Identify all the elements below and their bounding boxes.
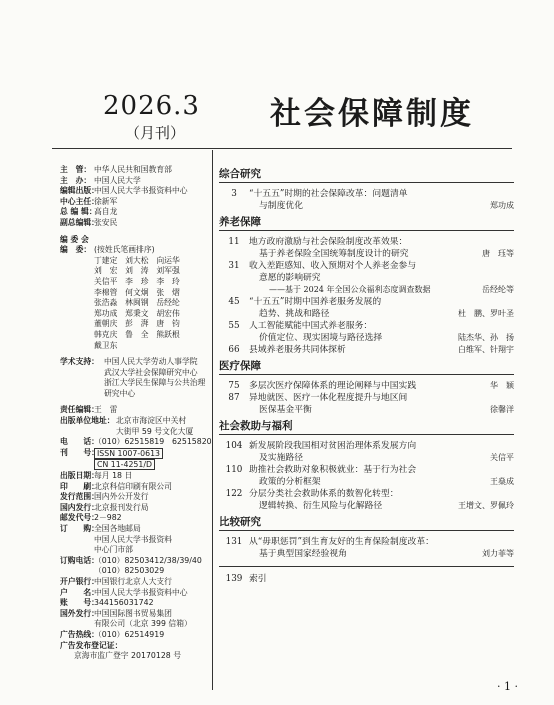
- editor-in-charge-value: 王 雷: [94, 405, 118, 415]
- ad-license-value: 京海市监广登字 20170128 号: [74, 651, 182, 661]
- overseas-line: 中国国际图书贸易集团: [94, 608, 172, 618]
- overseas-line: 有限公司（北京 399 信箱）: [94, 619, 192, 629]
- toc-page: 66: [228, 345, 240, 355]
- colophon: [60, 165, 210, 662]
- address-line: 北京市海淀区中关村: [116, 416, 187, 426]
- committee-row: 张浩淼 林闽钢 岳经纶: [94, 298, 180, 308]
- committee-label: 编 委：: [60, 245, 92, 255]
- domestic-dist-label: 国内发行：: [60, 502, 99, 512]
- deputy-chief-value: 张安民: [94, 217, 118, 227]
- toc-entry-line: 多层次医疗保障体系的理论阐释与中国实践: [249, 381, 417, 391]
- toc-section-title: 社会救助与福利: [219, 419, 514, 435]
- toc-entry-line: 及实施路径: [259, 453, 303, 463]
- sponsor-value: 中国人民大学: [94, 175, 141, 185]
- toc-entry[interactable]: [219, 296, 514, 320]
- toc-entry-line: 县域养老服务共同体探析: [249, 345, 346, 355]
- issue-date: 2026.3: [103, 91, 200, 121]
- table-of-contents: [219, 164, 514, 585]
- toc-entry-line: “十五五”时期中国养老服务发展的: [249, 297, 382, 307]
- toc-entry-line: 基于典型国家经验视角: [259, 549, 347, 559]
- toc-entry-line: 与制度优化: [259, 201, 303, 211]
- toc-entry-line: 基于养老保险全国统筹制度设计的研究: [259, 249, 409, 259]
- toc-section-title: 比较研究: [219, 515, 514, 531]
- overseas-label: 国外发行：: [60, 608, 99, 618]
- bank-value: 中国银行北京人大支行: [94, 576, 172, 586]
- academic-support-label: 学术支持：: [60, 357, 99, 367]
- supervisor-value: 中华人民共和国教育部: [94, 165, 172, 174]
- toc-entry-line: 价值定位、现实困境与路径选择: [259, 333, 383, 343]
- supervisor-label: 主 管：: [60, 165, 92, 174]
- toc-entry[interactable]: [219, 320, 514, 344]
- committee-row: 董朝庆 彭 湃 唐 钧: [94, 319, 180, 329]
- column-divider: [212, 150, 213, 690]
- header-divider: [52, 148, 512, 149]
- toc-entry[interactable]: [219, 392, 514, 416]
- toc-author: 徐馨洋: [490, 405, 514, 414]
- domestic-dist-value: 北京报刊发行局: [94, 502, 149, 512]
- toc-entry[interactable]: [219, 188, 514, 212]
- distribution-value: 国内外公开发行: [94, 492, 149, 502]
- toc-entry-line: 异地就医、医疗一体化程度提升与地区间: [249, 393, 408, 403]
- toc-author: 白维军、针翔宇: [458, 345, 514, 354]
- account-name-label: 户 名：: [60, 587, 99, 597]
- sponsor-label: 主 办：: [60, 175, 92, 185]
- toc-entry[interactable]: [219, 236, 514, 260]
- committee-row: 关信平 李 珍 李 玲: [94, 276, 180, 286]
- editor-in-charge-label: 责任编辑：: [60, 405, 99, 415]
- toc-entry-line: 新发展阶段我国相对贫困治理体系发展方向: [249, 441, 417, 451]
- subscribe-line: 中心门市部: [94, 545, 133, 555]
- committee-row: 李棉管 何文炯 张 熠: [94, 287, 180, 297]
- toc-page: 87: [228, 393, 240, 403]
- printer-value: 北京科信印刷有限公司: [94, 481, 172, 491]
- toc-section-title: 医疗保障: [219, 359, 514, 375]
- toc-entry-line: 逻辑转换、衍生风险与化解路径: [259, 501, 383, 511]
- toc-page: 131: [225, 537, 243, 547]
- toc-entry-line: 政策的分析框架: [259, 477, 321, 487]
- subscribe-label: 订 购：: [60, 524, 99, 533]
- toc-section-title: 养老保障: [219, 215, 514, 231]
- postal-code-value: 2－982: [94, 513, 122, 523]
- toc-entry-line: “十五五”时期的社会保障改革：问题清单: [249, 189, 408, 199]
- toc-page: 122: [225, 489, 243, 499]
- toc-entry[interactable]: [219, 260, 514, 296]
- journal-title: 社会保障制度: [270, 96, 474, 132]
- toc-page: 31: [228, 261, 240, 271]
- toc-entry-line: 从“毋职惩罚”到生育友好的生育保险制度改革：: [249, 537, 434, 547]
- committee-row: 韩克庆 鲁 全 熊跃根: [94, 329, 180, 339]
- toc-page: 75: [228, 381, 240, 391]
- committee-row: 戴卫东: [94, 340, 118, 350]
- toc-author: 华 颖: [490, 381, 514, 390]
- toc-author: 岳经纶等: [482, 285, 514, 294]
- committee-title: 编 委 会: [60, 234, 89, 244]
- address-line: 大街甲 59 号文化大厦: [116, 426, 194, 436]
- subscribe-line: 全国各地邮局: [94, 524, 141, 533]
- ad-license-label: 广告发布登记证：: [60, 640, 123, 650]
- academic-support-line: 中国人民大学劳动人事学院: [104, 357, 198, 367]
- toc-entry[interactable]: [219, 536, 514, 560]
- toc-index-entry[interactable]: [219, 566, 514, 585]
- committee-row: 郑功成 郑秉文 胡宏伟: [94, 308, 180, 318]
- pub-date-label: 出版日期：: [60, 471, 99, 481]
- order-phone-line: （010）82503412/38/39/40: [94, 555, 202, 565]
- toc-entry-line: 人工智能赋能中国式养老服务：: [249, 321, 373, 331]
- toc-author: 杜 鹏、罗叶圣: [458, 309, 514, 318]
- toc-page: 139: [225, 574, 243, 584]
- toc-author: 陆杰华、孙 扬: [458, 333, 514, 342]
- toc-entry-line: 地方政府激励与社会保险制度改革效果：: [249, 237, 408, 247]
- toc-author: 刘力菲等: [482, 549, 514, 558]
- issue-frequency: （月刊）: [125, 124, 186, 142]
- toc-entry-line: 分层分类社会救助体系的数智化转型：: [249, 489, 399, 499]
- toc-entry[interactable]: [219, 464, 514, 488]
- committee-row: 丁建定 刘大松 向运华: [94, 255, 180, 265]
- account-no-label: 账 号：: [60, 598, 99, 608]
- toc-page: 11: [228, 237, 240, 247]
- academic-support-line: 研究中心: [104, 388, 136, 398]
- issn-number: ISSN 1007-0613: [94, 448, 163, 459]
- toc-index-label: 索引: [249, 574, 267, 584]
- center-director-value: 徐新军: [94, 196, 118, 206]
- order-phone-label: 订购电话：: [60, 555, 99, 565]
- cn-number: CN 11-4251/D: [94, 459, 155, 470]
- toc-page: 104: [225, 441, 243, 451]
- chief-editor-value: 高自龙: [94, 207, 118, 217]
- phone-label: 电 话：: [60, 437, 99, 447]
- toc-author: 王燊成: [490, 477, 514, 486]
- committee-note: (按姓氏笔画排序): [94, 245, 155, 255]
- pub-date-value: 每月 18 日: [94, 471, 133, 481]
- toc-entry[interactable]: [219, 344, 514, 356]
- toc-author: 关信平: [490, 453, 514, 462]
- distribution-label: 发行范围：: [60, 492, 99, 502]
- toc-entry-line: 医保基金平衡: [259, 405, 312, 415]
- toc-page: 55: [228, 321, 240, 331]
- editor-publisher-value: 中国人民大学书报资料中心: [94, 186, 188, 196]
- committee-row: 刘 宏 刘 涛 刘军强: [94, 266, 180, 276]
- phone-value: （010）62515819 62515820: [94, 437, 212, 447]
- ad-phone-label: 广告热线：: [60, 629, 99, 639]
- toc-author: 王增文、罗佩玲: [458, 501, 514, 510]
- toc-author: 唐 珏等: [482, 249, 514, 258]
- academic-support-line: 浙江大学民生保障与公共治理: [104, 378, 206, 388]
- printer-label: 印 刷：: [60, 481, 99, 491]
- order-phone-line: （010）82503029: [94, 566, 165, 576]
- toc-entry-line: 趋势、挑战和路径: [259, 309, 330, 319]
- issn-label: 刊 号：: [60, 447, 99, 457]
- toc-entry-line: 助推社会救助对象积极就业：基于行为社会: [249, 465, 417, 475]
- toc-entry[interactable]: [219, 440, 514, 464]
- center-director-label: 中心主任：: [60, 196, 99, 206]
- account-no-value: 344156031742: [94, 598, 154, 608]
- toc-entry[interactable]: [219, 488, 514, 512]
- toc-entry-line: 收入差距感知、收入预期对个人养老金参与: [249, 261, 417, 271]
- toc-section-title: 综合研究: [219, 167, 514, 183]
- deputy-chief-label: 副总编辑：: [60, 217, 99, 227]
- toc-entry-subtitle: ——基于 2024 年全国公众福利态度调查数据: [269, 285, 431, 294]
- toc-entry[interactable]: [219, 380, 514, 392]
- address-label: 出版单位地址：: [60, 416, 115, 426]
- toc-page: 110: [225, 465, 243, 475]
- editor-publisher-label: 编辑出版：: [60, 186, 99, 196]
- toc-page: 3: [231, 189, 237, 199]
- account-name-value: 中国人民大学书报资料中心: [94, 587, 188, 597]
- page-number: · 1 ·: [497, 680, 518, 693]
- postal-code-label: 邮发代号：: [60, 513, 99, 523]
- bank-label: 开户银行：: [60, 576, 99, 586]
- toc-author: 郑功成: [490, 201, 514, 210]
- toc-page: 45: [228, 297, 240, 307]
- ad-phone-value: （010）62514919: [94, 629, 165, 639]
- subscribe-line: 中国人民大学书报资料: [94, 534, 172, 544]
- academic-support-line: 武汉大学社会保障研究中心: [104, 367, 198, 377]
- toc-entry-line: 意愿的影响研究: [259, 273, 321, 283]
- chief-editor-label: 总 编 辑：: [60, 207, 97, 217]
